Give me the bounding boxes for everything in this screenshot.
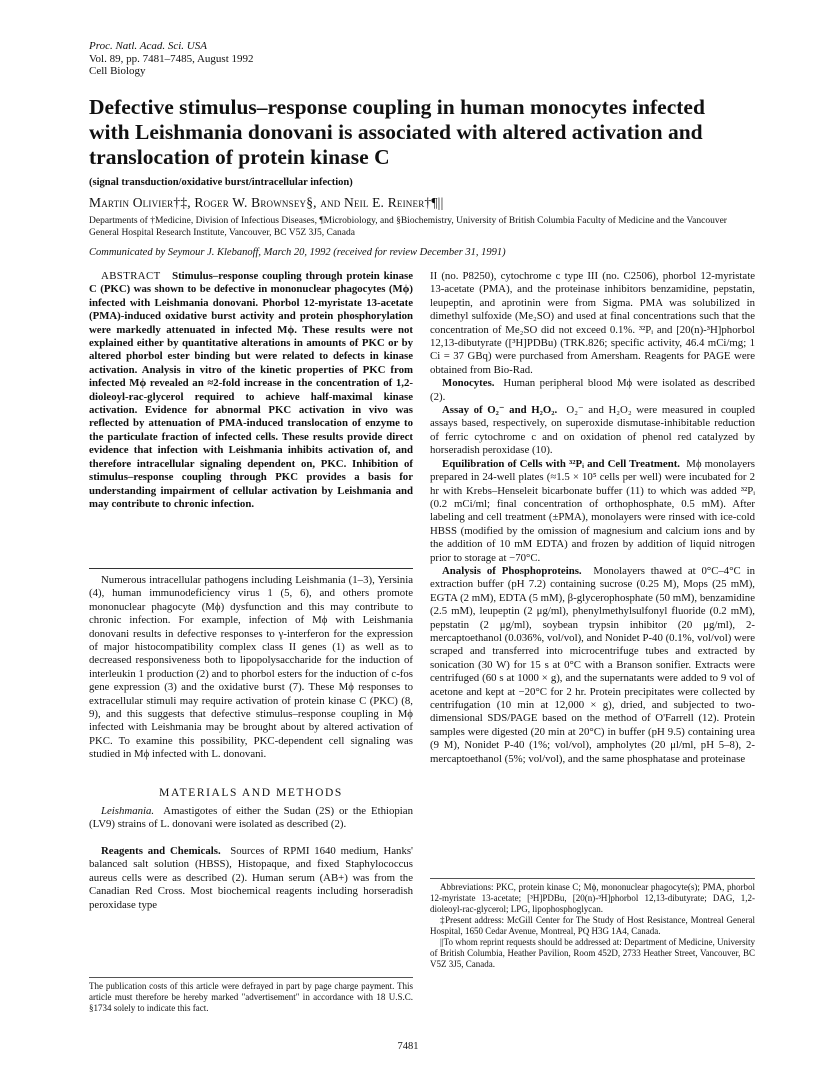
reprint-footnote: ||To whom reprint requests should be addressed at: Department of Medicine, University of British Columbia, Heather Pavilion, Room 452D, 2733 Heather Street, Vancouver, BC V5Z 3J5, Canada.: [430, 937, 755, 969]
equilibration-text: Mϕ monolayers prepared in 24-well plates (≈1.5 × 10⁵ cells per well) were incubated for 2 hr with Krebs–Henseleit bicarbonate buffer (11) to which was added ³²Pᵢ (0.2 mCi/ml; final concentration of orthophosphate, 0.5 mM). After labeling and cell treatment (±PMA), monolayers were rinsed with ice-cold HBSS (modified by the omission of magnesium and calcium ions and by the addition of 10 mM EDTA) and frozen by addition of liquid nitrogen prior to storage at −70°C.: [430, 457, 755, 564]
author-list: Martin Olivier†‡, Roger W. Brownsey§, and Neil E. Reiner†¶||: [89, 195, 444, 210]
reagents-continued: II (no. P8250), cytochrome c type III (no. C2506), phorbol 12-myristate 13-acetate (PMA), and the proteinase inhibitors benzamidine, pepstatin, leupeptin, and aprotinin were from Sigma. PMA was solubilized in dimethyl sulfoxide (Me₂SO) and used at final concentrations such that the concentration of Me₂SO did not exceed 0.1%. ³²Pᵢ and [20(n)-³H]phorbol 12,13-dibutyrate ([³H]PDBu) (TRK.826; specific activity, 46.4 mCi/mg; 1 Ci = 37 GBq) were purchased from Amersham. Reagents for PAGE were obtained from Bio-Rad.: [430, 270, 755, 376]
journal-name: Proc. Natl. Acad. Sci. USA: [89, 40, 207, 52]
assay-heading: Assay of O₂⁻ and H₂O₂.: [442, 404, 558, 417]
journal-section: Cell Biology: [89, 65, 146, 77]
page-number: 7481: [397, 1041, 419, 1052]
keywords: (signal transduction/oxidative burst/intracellular infection): [89, 177, 353, 188]
journal-header: [89, 40, 254, 78]
publication-cost-footnote: The publication costs of this article were defrayed in part by page charge payment. This article must therefore be hereby marked "advertisement" in accordance with 18 U.S.C. §1734 solely to indicate this fact.: [89, 981, 413, 1013]
assay-text: O₂⁻ and H₂O₂ were measured in coupled assays based, respectively, on superoxide dismutase-inhibitable reduction of ferric cytochrome c and on oxidation of phenol red catalyzed by horseradish peroxidase (10).: [430, 404, 755, 457]
equilibration-paragraph: [430, 458, 755, 565]
phosphoproteins-heading: Analysis of Phosphoproteins.: [442, 564, 582, 577]
abstract-label: ABSTRACT: [101, 270, 161, 282]
reagents-heading: Reagents and Chemicals.: [101, 845, 221, 857]
monocytes-heading: Monocytes.: [442, 377, 495, 390]
equilibration-heading: Equilibration of Cells with ³²Pᵢ and Cell Treatment.: [442, 457, 680, 470]
journal-citation: Vol. 89, pp. 7481–7485, August 1992: [89, 52, 254, 65]
abstract-divider: [89, 568, 413, 569]
leishmania-heading: Leishmania.: [101, 805, 155, 817]
abstract: [89, 270, 413, 511]
leishmania-text: Amastigotes of either the Sudan (2S) or the Ethiopian (LV9) strains of L. donovani were isolated as described (2).: [89, 805, 413, 831]
footnote-divider-right: [430, 878, 755, 879]
present-address-footnote: ‡Present address: McGill Center for The Study of Host Resistance, Montreal General Hospital, 1650 Cedar Avenue, Montreal, PQ H3G 1A4, Canada.: [430, 915, 755, 936]
abbreviations-footnote: Abbreviations: PKC, protein kinase C; Mϕ, mononuclear phagocyte(s); PMA, phorbol 12-myristate 13-acetate; [³H]PDBu, [20(n)-³H]phorbol 12,13-dibutyrate; DAG, 1,2-dioleoyl-rac-glycerol; LPG, lipophosphoglycan.: [430, 882, 755, 914]
right-column: [430, 270, 755, 766]
monocytes-paragraph: [430, 377, 755, 404]
article-title: Defective stimulus–response coupling in human monocytes infected with Leishmania donovani is associated with altered activation and translocation of protein kinase C: [89, 95, 705, 169]
footnotes-right: [430, 882, 755, 970]
leishmania-paragraph: [89, 805, 413, 832]
abstract-text: Stimulus–response coupling through protein kinase C (PKC) was shown to be defective in mononuclear phagocytes (Mϕ) infected with Leishmania donovani. Phorbol 12-myristate 13-acetate (PMA)-induced oxidative burst activity and protein phosphorylation were markedly attenuated in infected Mϕ. These results were not explained either by quantitative alterations in amounts of PKC or by altered phorbol ester binding but were related to defects in kinase activation. Analysis in vitro of the kinetic properties of PKC from infected Mϕ revealed an ≈2-fold increase in the concentration of 1,2-dioleoyl-rac-glycerol required to achieve half-maximal kinase activation. Evidence for abnormal PKC activation in vivo was reflected by attenuation of PMA-induced translocation of enzyme to the particulate fraction of infected cells. These results provide direct evidence that infection with Leishmania inhibits activation of, and therefore intracellular signaling dependent on, PKC. Inhibition of stimulus–response coupling through PKC provides a basis for understanding impairment of cellular activation by Leishmania and may contribute to chronic infection.: [89, 270, 413, 510]
assay-paragraph: [430, 404, 755, 458]
affiliation: Departments of †Medicine, Division of Infectious Diseases, ¶Microbiology, and §Biochemistry, University of British Columbia Faculty of Medicine and the Vancouver General Hospital Research Institute, Vancouver, BC V5Z 3J5, Canada: [89, 216, 727, 238]
section-heading-methods: MATERIALS AND METHODS: [159, 787, 343, 799]
monocytes-text: Human peripheral blood Mϕ were isolated as described (2).: [430, 377, 755, 403]
reagents-text: Sources of RPMI 1640 medium, Hanks' balanced salt solution (HBSS), Histopaque, and fixed Staphylococcus aureus cells were as described (2). Human serum (AB+) was from the Canadian Red Cross. Most biochemical reagents including horseradish peroxidase type: [89, 845, 413, 911]
communicated-by: Communicated by Seymour J. Klebanoff, March 20, 1992 (received for review December 31, 1991): [89, 247, 506, 258]
introduction-paragraph: Numerous intracellular pathogens including Leishmania (1–3), Yersinia (4), human immunodeficiency virus 1 (5, 6), and others promote mononuclear phagocyte (Mϕ) dysfunction and this may contribute to chronic infection. For example, infection of Mϕ with Leishmania donovani results in defective responses to γ-interferon for the expression of major histocompatibility complex class II genes (1) as well as to decreased responsiveness both to lipopolysaccharide for the induction of interleukin 1 production (2) and to phorbol esters for the induction of c-fos gene expression (3) and the oxidative burst (7). These Mϕ responses to extracellular stimuli may require activation of protein kinase C (PKC) (8, 9), and this suggests that defective stimulus–response coupling in Mϕ infected with Leishmania may be brought about by altered activation of PKC. To examine this possibility, PKC-dependent cell signaling was studied in Mϕ infected with L. donovani.: [89, 574, 413, 761]
phosphoproteins-text: Monolayers thawed at 0°C–4°C in extraction buffer (pH 7.2) containing sucrose (0.25 M), Mops (25 mM), EGTA (2 mM), EDTA (5 mM), β-glycerophosphate (50 mM), benzamidine (2.5 mM), leupeptin (2 μg/ml), phenylmethylsulfonyl fluoride (0.2 mM), pepstatin (2 μg/ml), soybean trypsin inhibitor (20 μg/ml), 2-mercaptoethanol (0.036%, vol/vol), and Nonidet P-40 (0.1%, vol/vol) were scraped and transferred into microcentrifuge tubes and extracted by sonication (30 W) for 15 s at 0°C with a Branson sonifier. Extracts were centrifuged (60 s at 1000 × g), and the supernatants were added to 9 vol of acetone and kept at −20°C for 2 hr. Protein precipitates were collected by centrifugation (10 min at 12,000 × g), dried, and subjected to two-dimensional SDS/PAGE based on the method of O'Farrell (12). Protein samples were digested (20 min at 20°C) in buffer (pH 9.5) containing urea (9 M), Nonidet P-40 (1%; vol/vol), ampholytes (20 μl/ml, pH 5–8), 2-mercaptoethanol (5%; vol/vol), and the same phosphatase and proteinase: [430, 564, 755, 765]
phosphoproteins-paragraph: [430, 565, 755, 766]
footnote-divider-left: [89, 977, 413, 978]
reagents-paragraph: [89, 845, 413, 912]
